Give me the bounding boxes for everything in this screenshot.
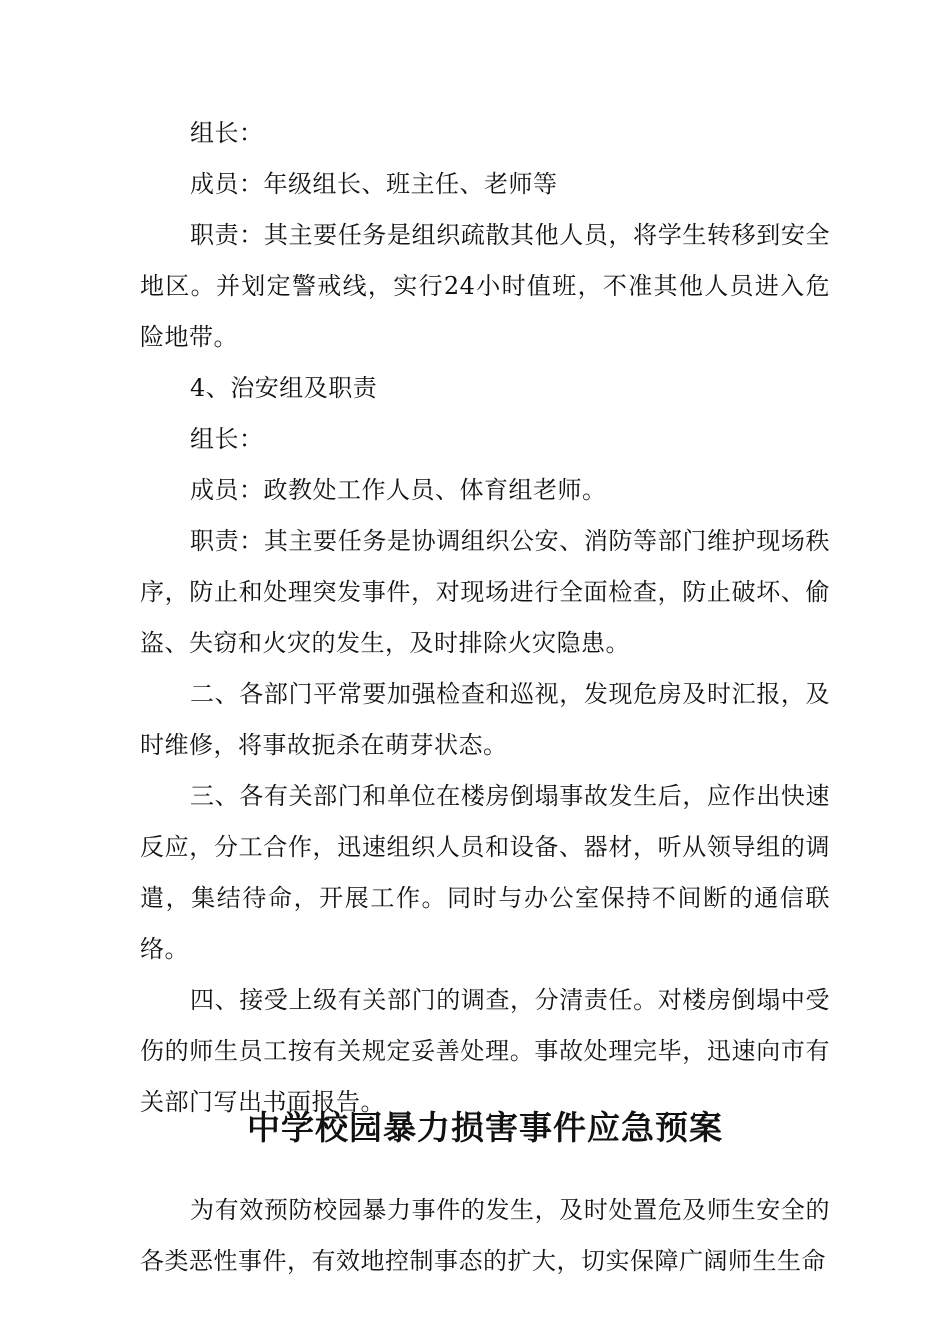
section-title: 中学校园暴力损害事件应急预案: [247, 1108, 723, 1147]
paragraph-item-four: 四、接受上级有关部门的调查，分清责任。对楼房倒塌中受伤的师生员工按有关规定妥善处理。事故处理完毕，迅速向市有关部门写出书面报告。: [140, 986, 830, 1116]
paragraph-leader-1: 组长：: [190, 119, 264, 147]
paragraph-item-three: 三、各有关部门和单位在楼房倒塌事故发生后，应作出快速反应，分工合作，迅速组织人员和设备、器材，听从领导组的调遣，集结待命，开展工作。同时与办公室保持不间断的通信联络。: [140, 782, 830, 963]
paragraph-leader-2: 组长：: [190, 425, 264, 453]
paragraph-members-1: 成员：年级组长、班主任、老师等: [190, 170, 558, 198]
paragraph-security-group-heading: 4、治安组及职责: [190, 374, 378, 402]
paragraph-duties-2: 职责：其主要任务是协调组织公安、消防等部门维护现场秩序，防止和处理突发事件，对现场进行全面检查，防止破坏、偷盗、失窃和火灾的发生，及时排除火灾隐患。: [140, 527, 830, 657]
paragraph-duties-1: 职责：其主要任务是组织疏散其他人员，将学生转移到安全地区。并划定警戒线，实行24小时值班，不准其他人员进入危险地带。: [140, 221, 830, 351]
paragraph-members-2: 成员：政教处工作人员、体育组老师。: [190, 476, 607, 504]
intro-paragraph: 为有效预防校园暴力事件的发生，及时处置危及师生安全的各类恶性事件，有效地控制事态的扩大，切实保障广阔师生生命: [140, 1196, 830, 1275]
paragraph-item-two: 二、各部门平常要加强检查和巡视，发现危房及时汇报，及时维修，将事故扼杀在萌芽状态。: [140, 680, 830, 759]
